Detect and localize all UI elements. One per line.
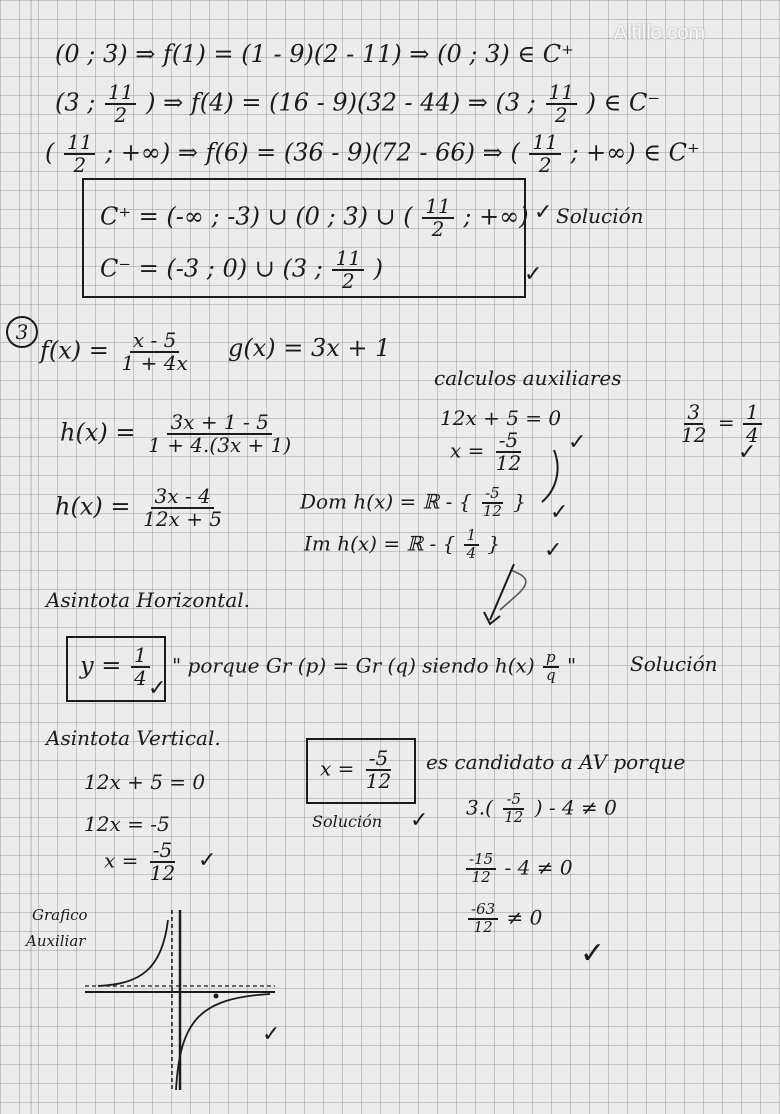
horizontal-solution-label: Solución	[630, 652, 718, 676]
solution-label: Solución	[556, 204, 644, 228]
graph-label-line-1: Grafico	[32, 906, 88, 924]
check-mark-icon: ✓	[534, 200, 553, 225]
aux-equation: 12x + 5 = 0	[440, 406, 562, 430]
aux-solution: x = $\frac{-5}{12}$	[450, 428, 522, 475]
h-composition: h(x) = $\frac{3x + 1 - 5}{1 + 4.(3x + 1)}$	[60, 410, 292, 457]
exercise-number: 3	[6, 316, 38, 348]
vertical-solution-label: Solución	[312, 812, 383, 831]
line-interval-3-11-2: (3 ; $\frac{11}{2}$ ) ⇒ f(4) = (16 - 9)(32 - 44) ⇒ (3 ; $\frac{11}{2}$ ) ∈ C⁻	[55, 80, 661, 127]
domain-line: Dom h(x) = ℝ - { $\frac{-5}{12}$ }	[300, 484, 527, 520]
candidate-check-2: $\frac{-15}{12}$ - 4 ≠ 0	[464, 852, 573, 886]
line-interval-0-3: (0 ; 3) ⇒ f(1) = (1 - 9)(2 - 11) ⇒ (0 ; 3) ∈ C⁺	[55, 40, 574, 68]
vertical-asymptote-title: Asintota Vertical.	[46, 726, 221, 750]
h-simplified: h(x) = $\frac{3x - 4}{12x + 5}$	[55, 484, 223, 531]
vertical-step-2: 12x = -5	[84, 812, 170, 836]
watermark: Altillo.com	[614, 22, 706, 44]
check-mark-icon: ✓	[148, 676, 167, 701]
cminus-line: C⁻ = (-3 ; 0) ∪ (3 ; $\frac{11}{2}$ )	[100, 246, 383, 293]
horizontal-asymptote-value: y = $\frac{1}{4}$	[80, 645, 152, 689]
vertical-step-3: x = $\frac{-5}{12}$	[104, 838, 176, 885]
image-line: Im h(x) = ℝ - { $\frac{1}{4}$ }	[304, 526, 501, 562]
graph-label-line-2: Auxiliar	[26, 932, 86, 950]
check-mark-icon: ✓	[568, 430, 587, 455]
candidate-text: es candidato a AV porque	[426, 750, 686, 774]
check-mark-icon: ✓	[198, 848, 217, 873]
aux-title: calculos auxiliares	[434, 366, 622, 390]
horizontal-asymptote-title: Asintota Horizontal.	[46, 588, 250, 612]
candidate-check-3: $\frac{-63}{12}$ ≠ 0	[466, 902, 542, 936]
g-definition: g(x) = 3x + 1	[228, 334, 391, 362]
check-mark-icon: ✓	[262, 1022, 281, 1047]
check-mark-icon: ✓	[544, 538, 563, 563]
check-mark-icon: ✓	[410, 808, 429, 833]
candidate-check-1: 3.( $\frac{-5}{12}$ ) - 4 ≠ 0	[466, 790, 617, 826]
horizontal-reason: " porque Gr (p) = Gr (q) siendo h(x) $\frac{p}{q}$ "	[172, 648, 577, 684]
auxiliary-graph	[80, 900, 280, 1100]
check-mark-icon: ✓	[738, 440, 757, 465]
check-mark-icon: ✓	[550, 500, 569, 525]
arrow-lines	[470, 440, 590, 640]
vertical-step-1: 12x + 5 = 0	[84, 770, 206, 794]
check-mark-icon: ✓	[524, 262, 543, 287]
line-interval-11-2-inf: ( $\frac{11}{2}$ ; +∞) ⇒ f(6) = (36 - 9)(72 - 66) ⇒ ( $\frac{11}{2}$ ; +∞) ∈ C⁺	[45, 130, 700, 177]
ratio-three-twelve: $\frac{3}{12}$ = $\frac{1}{4}$	[676, 402, 764, 446]
check-mark-icon: ✓	[580, 936, 606, 971]
f-definition: f(x) = $\frac{x - 5}{1 + 4x}$	[40, 328, 188, 375]
vertical-asymptote-value: x = $\frac{-5}{12}$	[320, 746, 392, 793]
cplus-line: C⁺ = (-∞ ; -3) ∪ (0 ; 3) ∪ ( $\frac{11}{2}$ ; +∞)	[100, 194, 529, 241]
